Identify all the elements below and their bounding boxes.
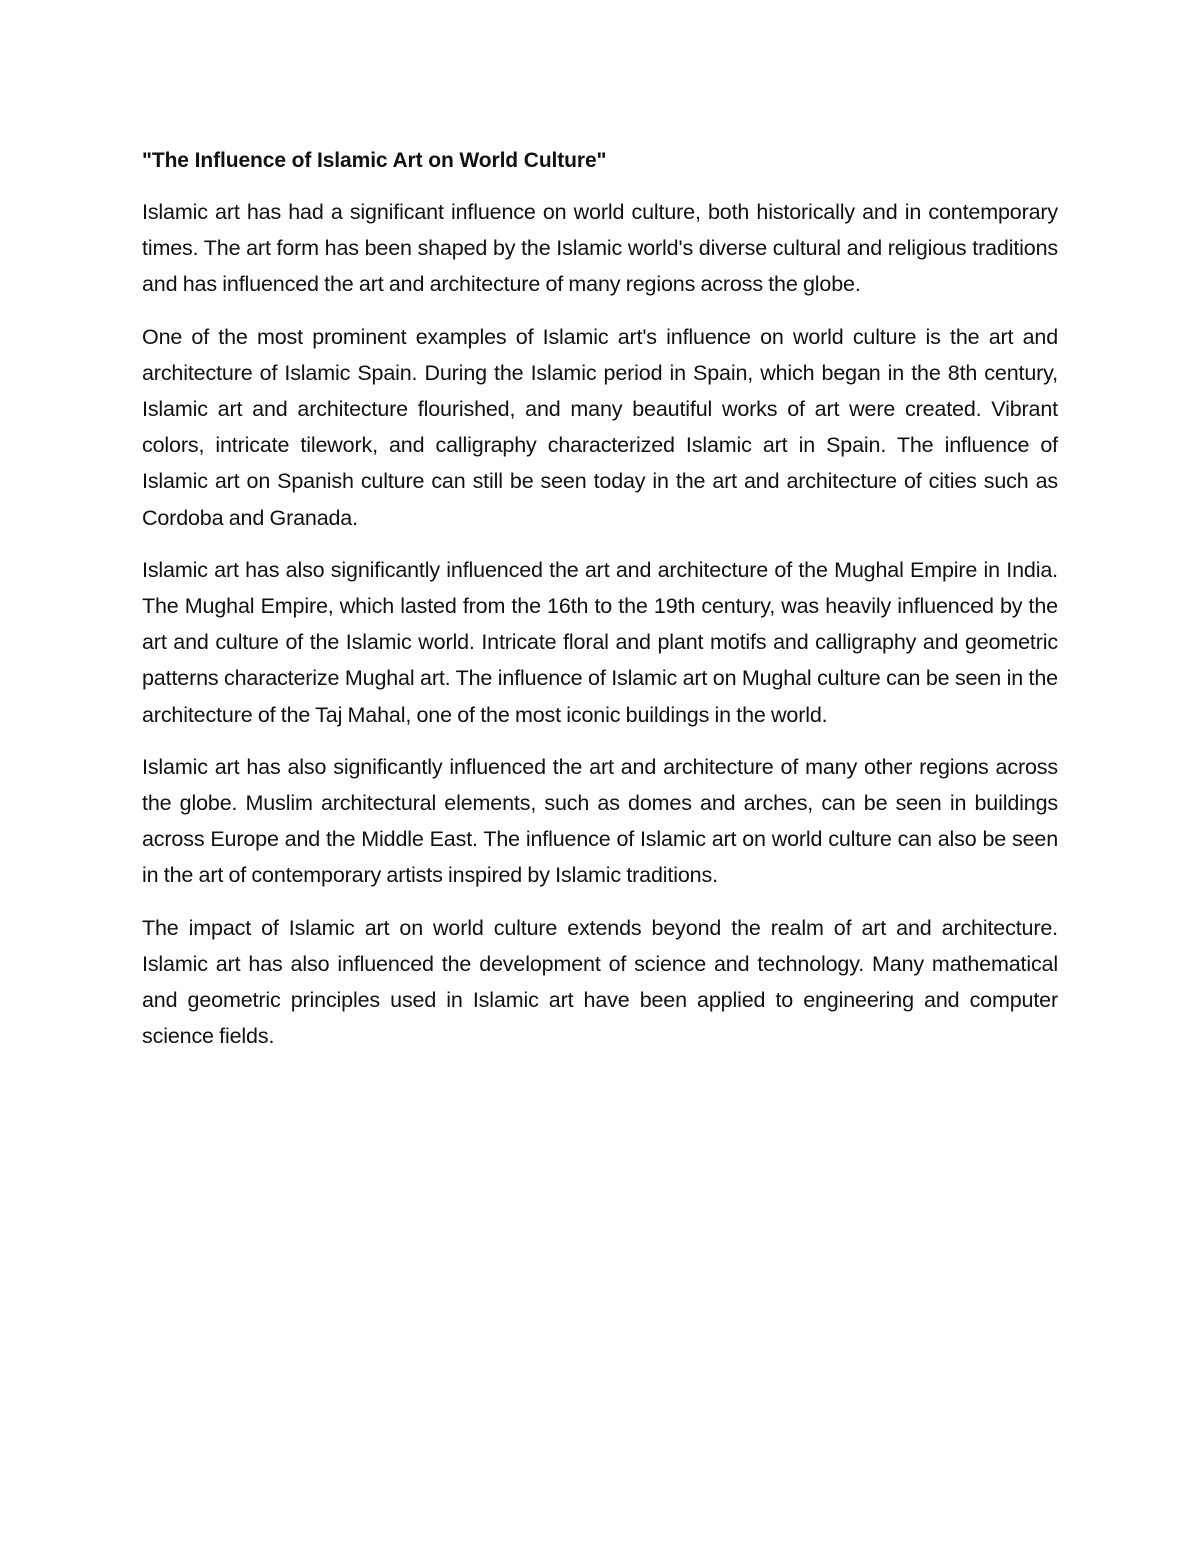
paragraph-mughal-empire: Islamic art has also significantly influenced the art and architecture of the Mughal Empire in India. The Mughal Empire, which lasted from the 16th to the 19th century, was heavily influenced by the art and culture of the Islamic world. Intricate floral and plant motifs and calligraphy and geometric patterns characterize Mughal art. The influence of Islamic art on Mughal culture can be seen in the architecture of the Taj Mahal, one of the most iconic buildings in the world. [142, 557, 1058, 727]
paragraph-other-regions: Islamic art has also significantly influenced the art and architecture of many other regions across the globe. Muslim architectural elements, such as domes and arches, can be seen in buildings across Europe and the Middle East. The influence of Islamic art on world culture can also be seen in the art of contemporary artists inspired by Islamic traditions. [142, 754, 1058, 888]
paragraph-islamic-spain: One of the most prominent examples of Islamic art's influence on world culture is the art and architecture of Islamic Spain. During the Islamic period in Spain, which began in the 8th century, Islamic art and architecture flourished, and many beautiful works of art were created. Vibrant colors, intricate tilework, and calligraphy characterized Islamic art in Spain. The influence of Islamic art on Spanish culture can still be seen today in the art and architecture of cities such as Cordoba and Granada. [142, 324, 1058, 530]
paragraph-intro: Islamic art has had a significant influence on world culture, both historically and in contemporary times. The art form has been shaped by the Islamic world's diverse cultural and religious traditions and has influenced the art and architecture of many regions across the globe. [142, 200, 1058, 297]
paragraph-science-technology: The impact of Islamic art on world culture extends beyond the realm of art and architecture. Islamic art has also influenced the development of science and technology. Many mathematical and geometric principles used in Islamic art have been applied to engineering and computer science fields. [142, 915, 1058, 1049]
document-body [142, 143, 1058, 1070]
document-title: "The Influence of Islamic Art on World Culture" [142, 149, 607, 172]
